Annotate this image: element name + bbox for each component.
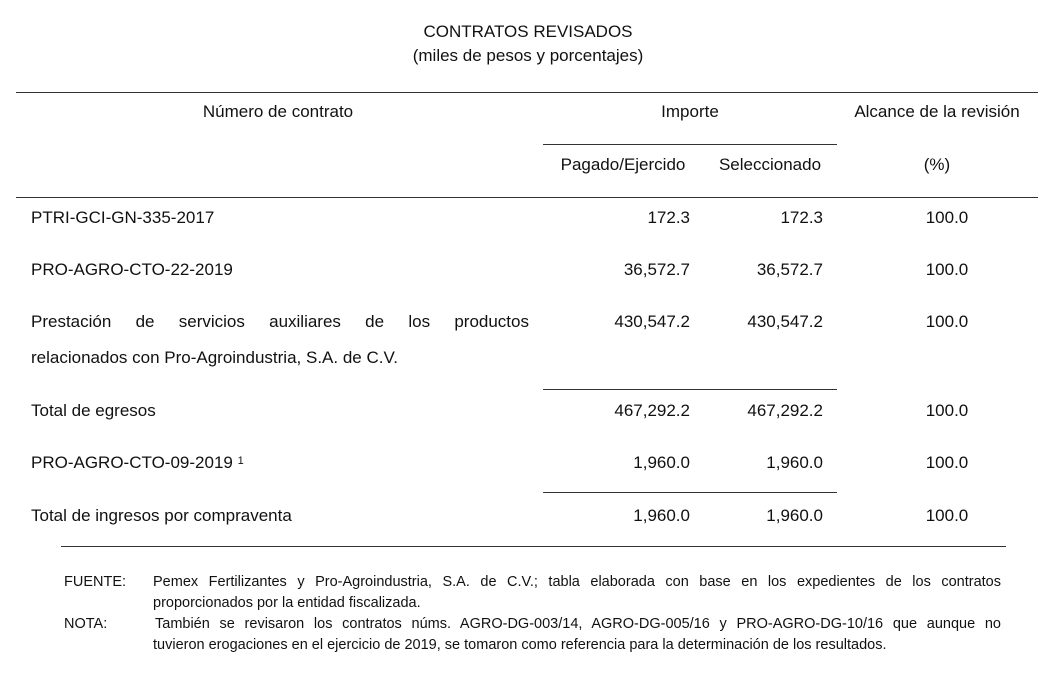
nota-line1 bbox=[64, 614, 1002, 635]
header-pagado: Pagado/Ejercido bbox=[560, 155, 686, 174]
row-pagado: 467,292.2 bbox=[614, 401, 690, 420]
fuente-text-cont: proporcionados por la entidad fiscalizada. bbox=[153, 595, 421, 611]
row-contract-text: PRO-AGRO-CTO-09-2019 bbox=[31, 453, 233, 472]
row-seleccionado: 172.3 bbox=[780, 208, 823, 227]
header-bottom-rule bbox=[16, 197, 1038, 198]
nota-label: NOTA: bbox=[64, 616, 108, 632]
table-bottom-rule bbox=[61, 546, 1006, 547]
row-seleccionado: 430,547.2 bbox=[747, 312, 823, 331]
header-seleccionado: Seleccionado bbox=[718, 155, 822, 174]
row-contract bbox=[31, 453, 244, 473]
row-seleccionado: 467,292.2 bbox=[747, 401, 823, 420]
row-pagado: 172.3 bbox=[647, 208, 690, 227]
row-contract-line1: Prestación de servicios auxiliares de los productos bbox=[31, 312, 529, 331]
header-alcance: Alcance de la revisión bbox=[854, 102, 1020, 121]
header-contract: Número de contrato bbox=[202, 102, 354, 121]
row-pagado: 1,960.0 bbox=[633, 453, 690, 472]
table-title: CONTRATOS REVISADOS bbox=[423, 22, 633, 41]
row-alcance: 100.0 bbox=[925, 208, 969, 227]
row-seleccionado: 36,572.7 bbox=[756, 260, 823, 279]
row-total-egresos: Total de egresos bbox=[31, 401, 156, 420]
fuente-text: Pemex Fertilizantes y Pro-Agroindustria, S.A. de C.V.; tabla elaborada con base en los expedientes de los contratos bbox=[153, 574, 1001, 590]
fuente-label: FUENTE: bbox=[64, 574, 127, 590]
footnote-marker: 1 bbox=[237, 455, 244, 467]
row-pagado: 1,960.0 bbox=[633, 506, 690, 525]
row-pagado: 430,547.2 bbox=[614, 312, 690, 331]
row-total-ingresos: Total de ingresos por compraventa bbox=[31, 506, 292, 525]
fuente-line1 bbox=[64, 572, 1002, 593]
header-importe: Importe bbox=[661, 102, 719, 121]
row-alcance: 100.0 bbox=[925, 401, 969, 420]
row-alcance: 100.0 bbox=[925, 506, 969, 525]
row-contract: PTRI-GCI-GN-335-2017 bbox=[31, 208, 215, 227]
header-pct: (%) bbox=[923, 155, 951, 174]
row-contract-line2: relacionados con Pro-Agroindustria, S.A. de C.V. bbox=[31, 348, 398, 367]
importe-group-rule bbox=[543, 144, 837, 145]
table-top-rule bbox=[16, 92, 1038, 93]
row-alcance: 100.0 bbox=[925, 453, 969, 472]
fuente-line2 bbox=[64, 593, 1002, 614]
subtotal-rule-egresos bbox=[543, 389, 837, 390]
row-seleccionado: 1,960.0 bbox=[766, 453, 823, 472]
nota-line2 bbox=[64, 635, 1002, 656]
nota-text: También se revisaron los contratos núms. AGRO-DG-003/14, AGRO-DG-005/16 y PRO-AGRO-DG-10/16 que aunque no bbox=[155, 616, 1001, 632]
row-alcance: 100.0 bbox=[925, 312, 969, 331]
row-alcance: 100.0 bbox=[925, 260, 969, 279]
row-pagado: 36,572.7 bbox=[623, 260, 690, 279]
nota-text-cont: tuvieron erogaciones en el ejercicio de 2019, se tomaron como referencia para la determinación de los resultados. bbox=[153, 637, 887, 653]
subtotal-rule-ingresos bbox=[543, 492, 837, 493]
table-notes bbox=[64, 572, 1002, 656]
row-seleccionado: 1,960.0 bbox=[766, 506, 823, 525]
table-subtitle: (miles de pesos y porcentajes) bbox=[412, 46, 644, 65]
row-contract: PRO-AGRO-CTO-22-2019 bbox=[31, 260, 233, 279]
